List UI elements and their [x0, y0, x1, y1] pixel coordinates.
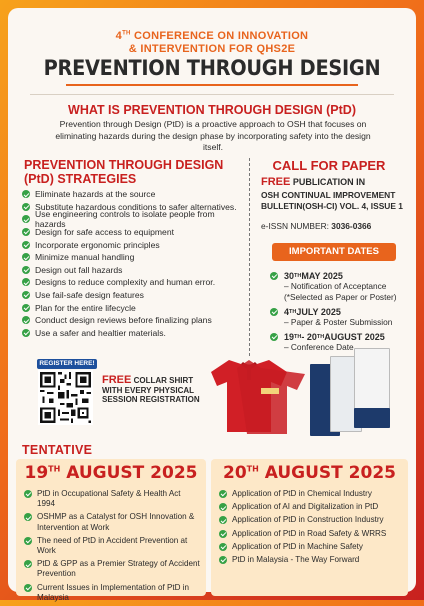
- check-icon: [270, 272, 278, 280]
- conference-title-rest: CONFERENCE ON INNOVATION: [130, 30, 309, 42]
- check-icon: [22, 304, 30, 312]
- bulletin-book-cover-band: [354, 408, 390, 428]
- conference-ordinal-suffix: TH: [122, 30, 131, 37]
- date-item: 4 TH JULY 2025 – Paper & Poster Submission: [270, 307, 410, 328]
- day1-schedule-box: [16, 459, 206, 602]
- check-icon: [22, 241, 30, 249]
- strategy-item: Use engineering controls to isolate people from hazards: [22, 213, 247, 226]
- check-icon: [22, 203, 30, 211]
- issn-number: e-ISSN NUMBER: 3036-0366: [261, 221, 372, 231]
- strategies-heading: PREVENTION THROUGH DESIGN (PtD) STRATEGIES: [24, 158, 224, 186]
- register-here-label: REGISTER HERE!: [37, 359, 97, 369]
- check-icon: [270, 308, 278, 316]
- free-publication-line: FREE PUBLICATION IN: [261, 176, 366, 188]
- section-divider: [30, 94, 394, 95]
- what-is-ptd-text: Prevention through Design (PtD) is a proactive approach to OSH that focuses on eliminating hazards during the design phase by incorporating safety into the design itself.: [55, 119, 371, 152]
- topic-item: Application of PtD in Chemical Industry: [219, 489, 402, 499]
- topic-item: PtD in Malaysia - The Way Forward: [219, 555, 402, 565]
- journal-name-line-1: OSH CONTINUAL IMPROVEMENT: [261, 190, 396, 200]
- check-icon: [270, 333, 278, 341]
- check-icon: [219, 543, 227, 551]
- check-icon: [24, 584, 32, 592]
- strategy-item: Use a safer and healtier materials.: [22, 327, 247, 340]
- topic-item: Application of PtD in Construction Industry: [219, 515, 402, 525]
- free-collar-shirt-text: FREE COLLAR SHIRT WITH EVERY PHYSICAL SESSION REGISTRATION: [102, 374, 200, 404]
- day2-schedule-box: [211, 459, 408, 596]
- tentative-heading: TENTATIVE: [22, 443, 93, 457]
- check-icon: [22, 329, 30, 337]
- registration-qr-code[interactable]: [38, 370, 93, 425]
- strategy-item: Plan for the entire lifecycle: [22, 301, 247, 314]
- check-icon: [22, 316, 30, 324]
- topic-item: OSHMP as a Catalyst for OSH Innovation & Intervention at Work: [24, 512, 200, 532]
- poster-card: [8, 8, 416, 602]
- date-description: – Conference Date: [284, 342, 354, 352]
- day1-topic-list: [24, 489, 200, 606]
- check-icon: [22, 278, 30, 286]
- strategy-item: Substitute hazardous conditions to safer alternatives.: [22, 201, 247, 214]
- strategy-item: Designs to reduce complexity and human error.: [22, 276, 247, 289]
- column-divider: [249, 158, 250, 356]
- topic-item: The need of PtD in Accident Prevention at Work: [24, 536, 200, 556]
- check-icon: [24, 560, 32, 568]
- day2-title: 20TH AUGUST 2025: [222, 463, 396, 483]
- collar-shirt-image: [201, 352, 306, 434]
- date-description: – Paper & Poster Submission: [284, 317, 393, 327]
- date-item: 19 TH - 20 TH AUGUST 2025 – Conference Date: [270, 332, 410, 353]
- date-item: 30 TH MAY 2025 – Notification of Acceptance (*Selected as Paper or Poster): [270, 271, 410, 302]
- check-icon: [22, 266, 30, 274]
- conference-line-2: & INTERVENTION FOR QHS2E: [128, 43, 296, 55]
- check-icon: [22, 215, 30, 223]
- strategy-item: Conduct design reviews before finalizing plans: [22, 314, 247, 327]
- strategies-list: [22, 188, 247, 339]
- topic-item: Application of PtD in Machine Safety: [219, 542, 402, 552]
- strategy-item: Incorporate ergonomic principles: [22, 238, 247, 251]
- strategy-item: Use fail-safe design features: [22, 289, 247, 302]
- check-icon: [219, 503, 227, 511]
- topic-item: PtD in Occupational Safety & Health Act 1994: [24, 489, 200, 509]
- strategy-item: Design for safe access to equipment: [22, 226, 247, 239]
- call-for-paper-heading: CALL FOR PAPER: [272, 158, 386, 173]
- header-divider: [66, 84, 358, 86]
- date-description: – Notification of Acceptance: [284, 281, 387, 291]
- conference-ordinal: 4: [115, 30, 123, 42]
- topic-item: Current Issues in Implementation of PtD in Malaysia: [24, 583, 200, 603]
- day1-title: 19TH AUGUST 2025: [24, 463, 198, 483]
- journal-name-line-2: BULLETIN(OSH-CI) VOL. 4, ISSUE 1: [261, 201, 403, 211]
- day2-topic-list: [219, 489, 402, 568]
- check-icon: [22, 291, 30, 299]
- check-icon: [219, 530, 227, 538]
- check-icon: [22, 253, 30, 261]
- topic-item: Application of PtD in Road Safety & WRRS: [219, 529, 402, 539]
- check-icon: [24, 537, 32, 545]
- strategy-item: Design out fall hazards: [22, 264, 247, 277]
- check-icon: [22, 190, 30, 198]
- strategy-item: Eliminate hazards at the source: [22, 188, 247, 201]
- check-icon: [219, 490, 227, 498]
- check-icon: [24, 490, 32, 498]
- topic-item: Application of AI and Digitalization in PtD: [219, 502, 402, 512]
- check-icon: [219, 516, 227, 524]
- what-is-ptd-heading: WHAT IS PREVENTION THROUGH DESIGN (PtD): [68, 103, 356, 117]
- topic-item: PtD & GPP as a Premier Strategy of Accident Prevention: [24, 559, 200, 579]
- date-description: (*Selected as Paper or Poster): [284, 291, 397, 302]
- strategy-item: Minimize manual handling: [22, 251, 247, 264]
- conference-line-1: [8, 30, 416, 42]
- check-icon: [22, 228, 30, 236]
- check-icon: [219, 556, 227, 564]
- important-dates-banner: IMPORTANT DATES: [272, 243, 396, 261]
- page-title: PREVENTION THROUGH DESIGN: [43, 56, 381, 80]
- check-icon: [24, 513, 32, 521]
